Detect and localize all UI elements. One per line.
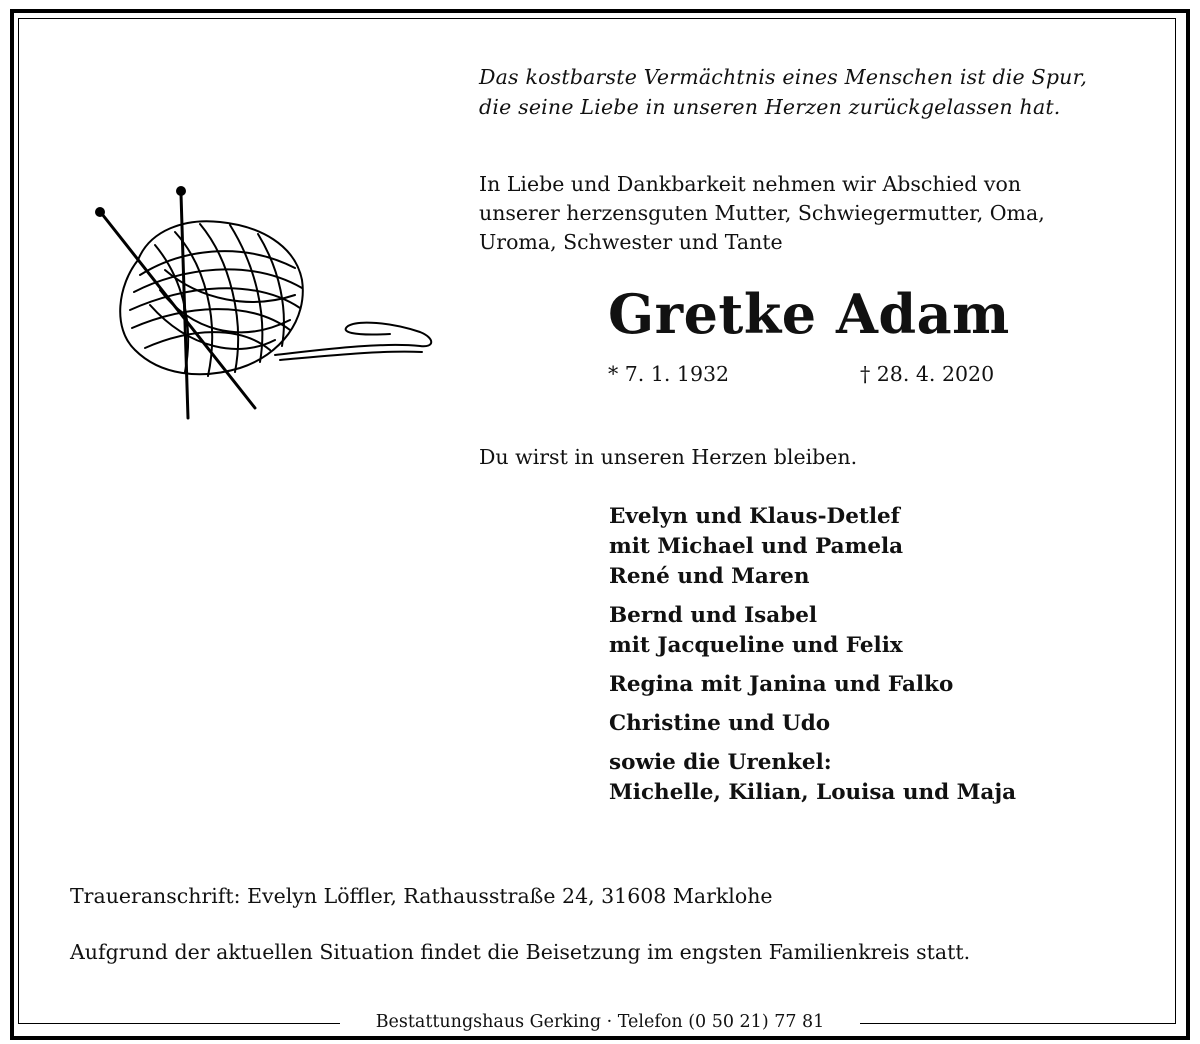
mourner-line: sowie die Urenkel:: [609, 750, 832, 775]
funeral-home-footer: Bestattungshaus Gerking · Telefon (0 50 21) 77 81: [340, 1008, 860, 1036]
mourner-group: [609, 748, 1016, 808]
funeral-notice: Aufgrund der aktuellen Situation findet die Beisetzung im engsten Familienkreis statt.: [70, 940, 971, 964]
mourner-line: Regina mit Janina und Falko: [609, 672, 954, 697]
closing-line: Du wirst in unseren Herzen bleiben.: [479, 445, 858, 469]
intro-line: unserer herzensguten Mutter, Schwiegermutter, Oma,: [479, 201, 1045, 225]
motto-line: Das kostbarste Vermächtnis eines Menschen ist die Spur,: [479, 65, 1088, 89]
death-date: † 28. 4. 2020: [860, 362, 995, 386]
mourners-list: [609, 502, 1016, 817]
mourner-group: [609, 670, 1016, 700]
deceased-name: Gretke Adam: [608, 282, 1010, 346]
mourner-group: [609, 502, 1016, 592]
intro-line: In Liebe und Dankbarkeit nehmen wir Abschied von: [479, 172, 1022, 196]
mourner-line: René und Maren: [609, 564, 810, 589]
intro-text: [479, 170, 1045, 257]
mourner-line: Evelyn und Klaus-Detlef: [609, 504, 900, 529]
mourner-group: [609, 601, 1016, 661]
intro-line: Uroma, Schwester und Tante: [479, 230, 783, 254]
yarn-ball-knitting-needles-icon: [90, 180, 440, 430]
mourner-line: Michelle, Kilian, Louisa und Maja: [609, 780, 1017, 805]
mourner-group: [609, 709, 1016, 739]
motto-quote: [479, 62, 1087, 122]
mourner-line: Christine und Udo: [609, 711, 831, 736]
mourner-line: mit Jacqueline und Felix: [609, 633, 903, 658]
condolence-address: Traueranschrift: Evelyn Löffler, Rathausstraße 24, 31608 Marklohe: [70, 884, 773, 908]
mourner-line: Bernd und Isabel: [609, 603, 818, 628]
motto-line: die seine Liebe in unseren Herzen zurückgelassen hat.: [479, 95, 1061, 119]
mourner-line: mit Michael und Pamela: [609, 534, 904, 559]
birth-date: * 7. 1. 1932: [608, 362, 730, 386]
